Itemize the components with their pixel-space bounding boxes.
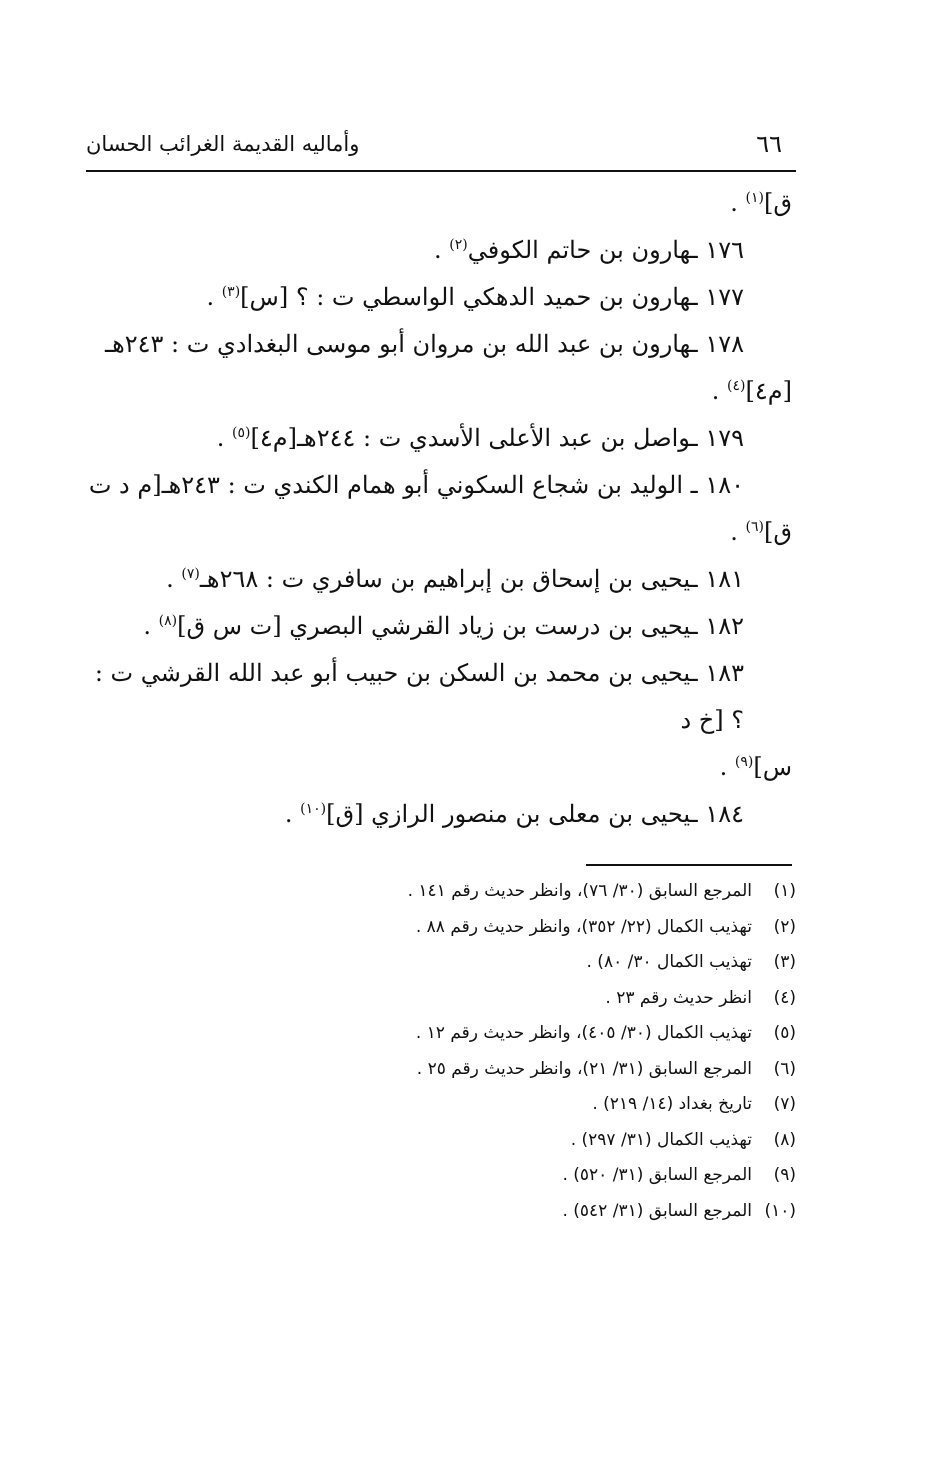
footnote-ref: (١٠) [300,801,327,817]
footnote-ref: (٧) [181,566,200,582]
footnote-4: (٤)انظر حديث رقم ٢٣ . [605,987,796,1008]
entry-178-continuation: [م٤]$^{(٤)}$ . [711,377,792,405]
footnote-ref: (٣) [221,284,241,300]
header-rule [86,170,796,172]
entry-177: ١٧٧ ـهارون بن حميد الدهكي الواسطي ت : ؟ [س]$^{(٣)}$ . [206,283,744,311]
entry-184: ١٨٤ ـيحيى بن معلى بن منصور الرازي [ق]$^{(١٠)}$ . [284,800,744,828]
footnote-ref: (٥) [232,425,251,441]
main-text [86,180,792,838]
footnotes [356,874,796,1229]
footnote-1: (١)المرجع السابق (٣٠/ ٧٦)، وانظر حديث رقم ١٤١ . [407,881,796,901]
entry-179: ١٧٩ ـواصل بن عبد الأعلى الأسدي ت : ٢٤٤هـ[م٤]$^{(٥)}$ . [216,424,744,452]
entry-183: ١٨٣ ـيحيى بن محمد بن السكن بن حبيب أبو عبد الله القرشي ت : ؟ [خ د [94,659,744,734]
running-title: وأماليه القديمة الغرائب الحسان [86,132,360,156]
entry-180-continuation: ق]$^{(٦)}$ . [730,518,792,546]
entry-180: ١٨٠ ـ الوليد بن شجاع السكوني أبو همام الكندي ت : ٢٤٣هـ[م د ت [88,471,744,499]
footnote-5: (٥)تهذيب الكمال (٣٠/ ٤٠٥)، وانظر حديث رقم ١٢ . [415,1023,796,1043]
footnote-2: (٢)تهذيب الكمال (٢٢/ ٣٥٢)، وانظر حديث رقم ٨٨ . [415,916,796,937]
entry-176: ١٧٦ ـهارون بن حاتم الكوفي$^{(٢)}$ . [434,236,744,264]
footnote-separator [586,864,792,866]
footnote-ref: (١) [745,190,765,206]
entry-182: ١٨٢ ـيحيى بن درست بن زياد القرشي البصري [ت س ق]$^{(٨)}$ . [143,612,744,640]
footnote-9: (٩)المرجع السابق (٣١/ ٥٢٠) . [562,1165,796,1185]
page-header [86,118,796,170]
footnote-6: (٦)المرجع السابق (٣١/ ٢١)، وانظر حديث رقم ٢٥ . [416,1058,796,1079]
footnote-8: (٨)تهذيب الكمال (٣١/ ٢٩٧) . [570,1129,796,1150]
footnote-ref: (٨) [158,613,178,629]
footnote-ref: (٤) [727,378,746,394]
page-number: ٦٦ [756,130,782,158]
entry-183-continuation: س]$^{(٩)}$ . [719,753,792,781]
entry-178: ١٧٨ ـهارون بن عبد الله بن مروان أبو موسى البغدادي ت : ٢٤٣هـ [105,330,744,358]
entry-181: ١٨١ ـيحيى بن إسحاق بن إبراهيم بن سافري ت : ٢٦٨هـ$^{(٧)}$ . [166,565,744,593]
footnote-10: (١٠)المرجع السابق (٣١/ ٥٤٢) . [562,1200,796,1221]
footnote-ref: (٩) [734,754,754,770]
footnote-7: (٧)تاريخ بغداد (١٤/ ٢١٩) . [592,1094,796,1114]
footnote-ref: (٢) [449,237,468,253]
footnote-3: (٣)تهذيب الكمال ٣٠/ ٨٠) . [586,952,796,972]
footnote-ref: (٦) [745,519,765,535]
entry-175-continuation: ق]$^{(١)}$ . [730,189,792,217]
